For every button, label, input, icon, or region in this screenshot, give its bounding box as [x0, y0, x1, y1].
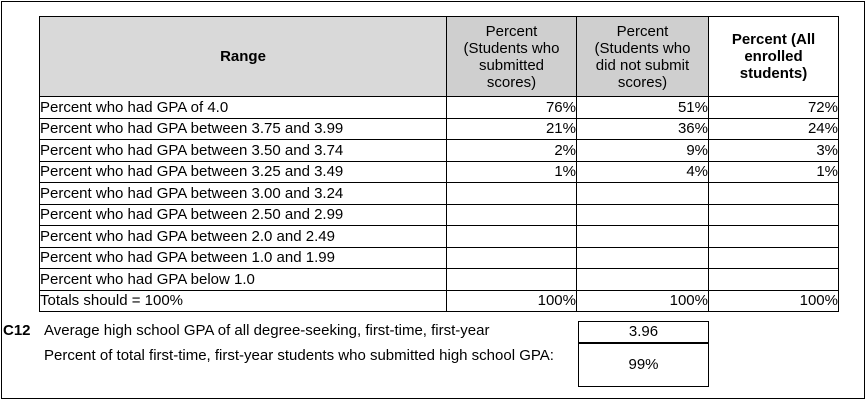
- table-row: [40, 247, 839, 269]
- cell-not-submitted[interactable]: 9%: [577, 140, 709, 162]
- cell-not-submitted[interactable]: 4%: [577, 161, 709, 183]
- pct-submitted-value[interactable]: 99%: [578, 343, 709, 387]
- table-row: [40, 161, 839, 183]
- totals-label: Totals should = 100%: [40, 290, 447, 312]
- header-range: Range: [40, 17, 447, 97]
- cell-all[interactable]: 1%: [709, 161, 839, 183]
- row-label: Percent who had GPA between 3.75 and 3.99: [40, 118, 447, 140]
- cell-all[interactable]: [709, 226, 839, 248]
- cell-submitted[interactable]: [447, 226, 577, 248]
- total-not-submitted[interactable]: 100%: [577, 290, 709, 312]
- cell-all[interactable]: 72%: [709, 97, 839, 119]
- cell-not-submitted[interactable]: 51%: [577, 97, 709, 119]
- cell-all[interactable]: 3%: [709, 140, 839, 162]
- table-row: [40, 118, 839, 140]
- totals-row: [40, 290, 839, 312]
- row-label: Percent who had GPA between 1.0 and 1.99: [40, 247, 447, 269]
- table-row: [40, 97, 839, 119]
- cell-all[interactable]: [709, 269, 839, 291]
- row-label: Percent who had GPA between 2.0 and 2.49: [40, 226, 447, 248]
- cell-submitted[interactable]: [447, 247, 577, 269]
- table-row: [40, 140, 839, 162]
- row-label: Percent who had GPA between 3.00 and 3.24: [40, 183, 447, 205]
- cell-not-submitted[interactable]: [577, 269, 709, 291]
- table-row: [40, 269, 839, 291]
- row-label: Percent who had GPA of 4.0: [40, 97, 447, 119]
- cell-not-submitted[interactable]: [577, 226, 709, 248]
- table-row: [40, 204, 839, 226]
- row-label: Percent who had GPA between 3.25 and 3.49: [40, 161, 447, 183]
- avg-gpa-value[interactable]: 3.96: [578, 321, 709, 343]
- pct-submitted-label: Percent of total first-time, first-year students who submitted high school GPA:: [44, 347, 554, 364]
- cell-not-submitted[interactable]: [577, 204, 709, 226]
- row-label: Percent who had GPA below 1.0: [40, 269, 447, 291]
- cell-submitted[interactable]: 2%: [447, 140, 577, 162]
- cell-all[interactable]: [709, 183, 839, 205]
- gpa-range-table: [39, 16, 839, 312]
- cell-submitted[interactable]: 21%: [447, 118, 577, 140]
- cell-all[interactable]: [709, 247, 839, 269]
- cell-not-submitted[interactable]: [577, 247, 709, 269]
- table-row: [40, 226, 839, 248]
- avg-gpa-label: Average high school GPA of all degree-seeking, first-time, first-year: [44, 322, 490, 339]
- table-row: [40, 183, 839, 205]
- cell-submitted[interactable]: [447, 269, 577, 291]
- cell-submitted[interactable]: [447, 204, 577, 226]
- cell-submitted[interactable]: [447, 183, 577, 205]
- cell-not-submitted[interactable]: [577, 183, 709, 205]
- cell-not-submitted[interactable]: 36%: [577, 118, 709, 140]
- table-header-row: [40, 17, 839, 97]
- row-label: Percent who had GPA between 3.50 and 3.74: [40, 140, 447, 162]
- header-all-enrolled: Percent (All enrolled students): [709, 17, 839, 97]
- cell-submitted[interactable]: 1%: [447, 161, 577, 183]
- cell-all[interactable]: [709, 204, 839, 226]
- cell-all[interactable]: 24%: [709, 118, 839, 140]
- total-all[interactable]: 100%: [709, 290, 839, 312]
- c12-code: C12: [3, 322, 31, 339]
- row-label: Percent who had GPA between 2.50 and 2.99: [40, 204, 447, 226]
- header-submitted: Percent (Students who submitted scores): [447, 17, 577, 97]
- header-not-submitted: Percent (Students who did not submit scores): [577, 17, 709, 97]
- total-submitted[interactable]: 100%: [447, 290, 577, 312]
- cell-submitted[interactable]: 76%: [447, 97, 577, 119]
